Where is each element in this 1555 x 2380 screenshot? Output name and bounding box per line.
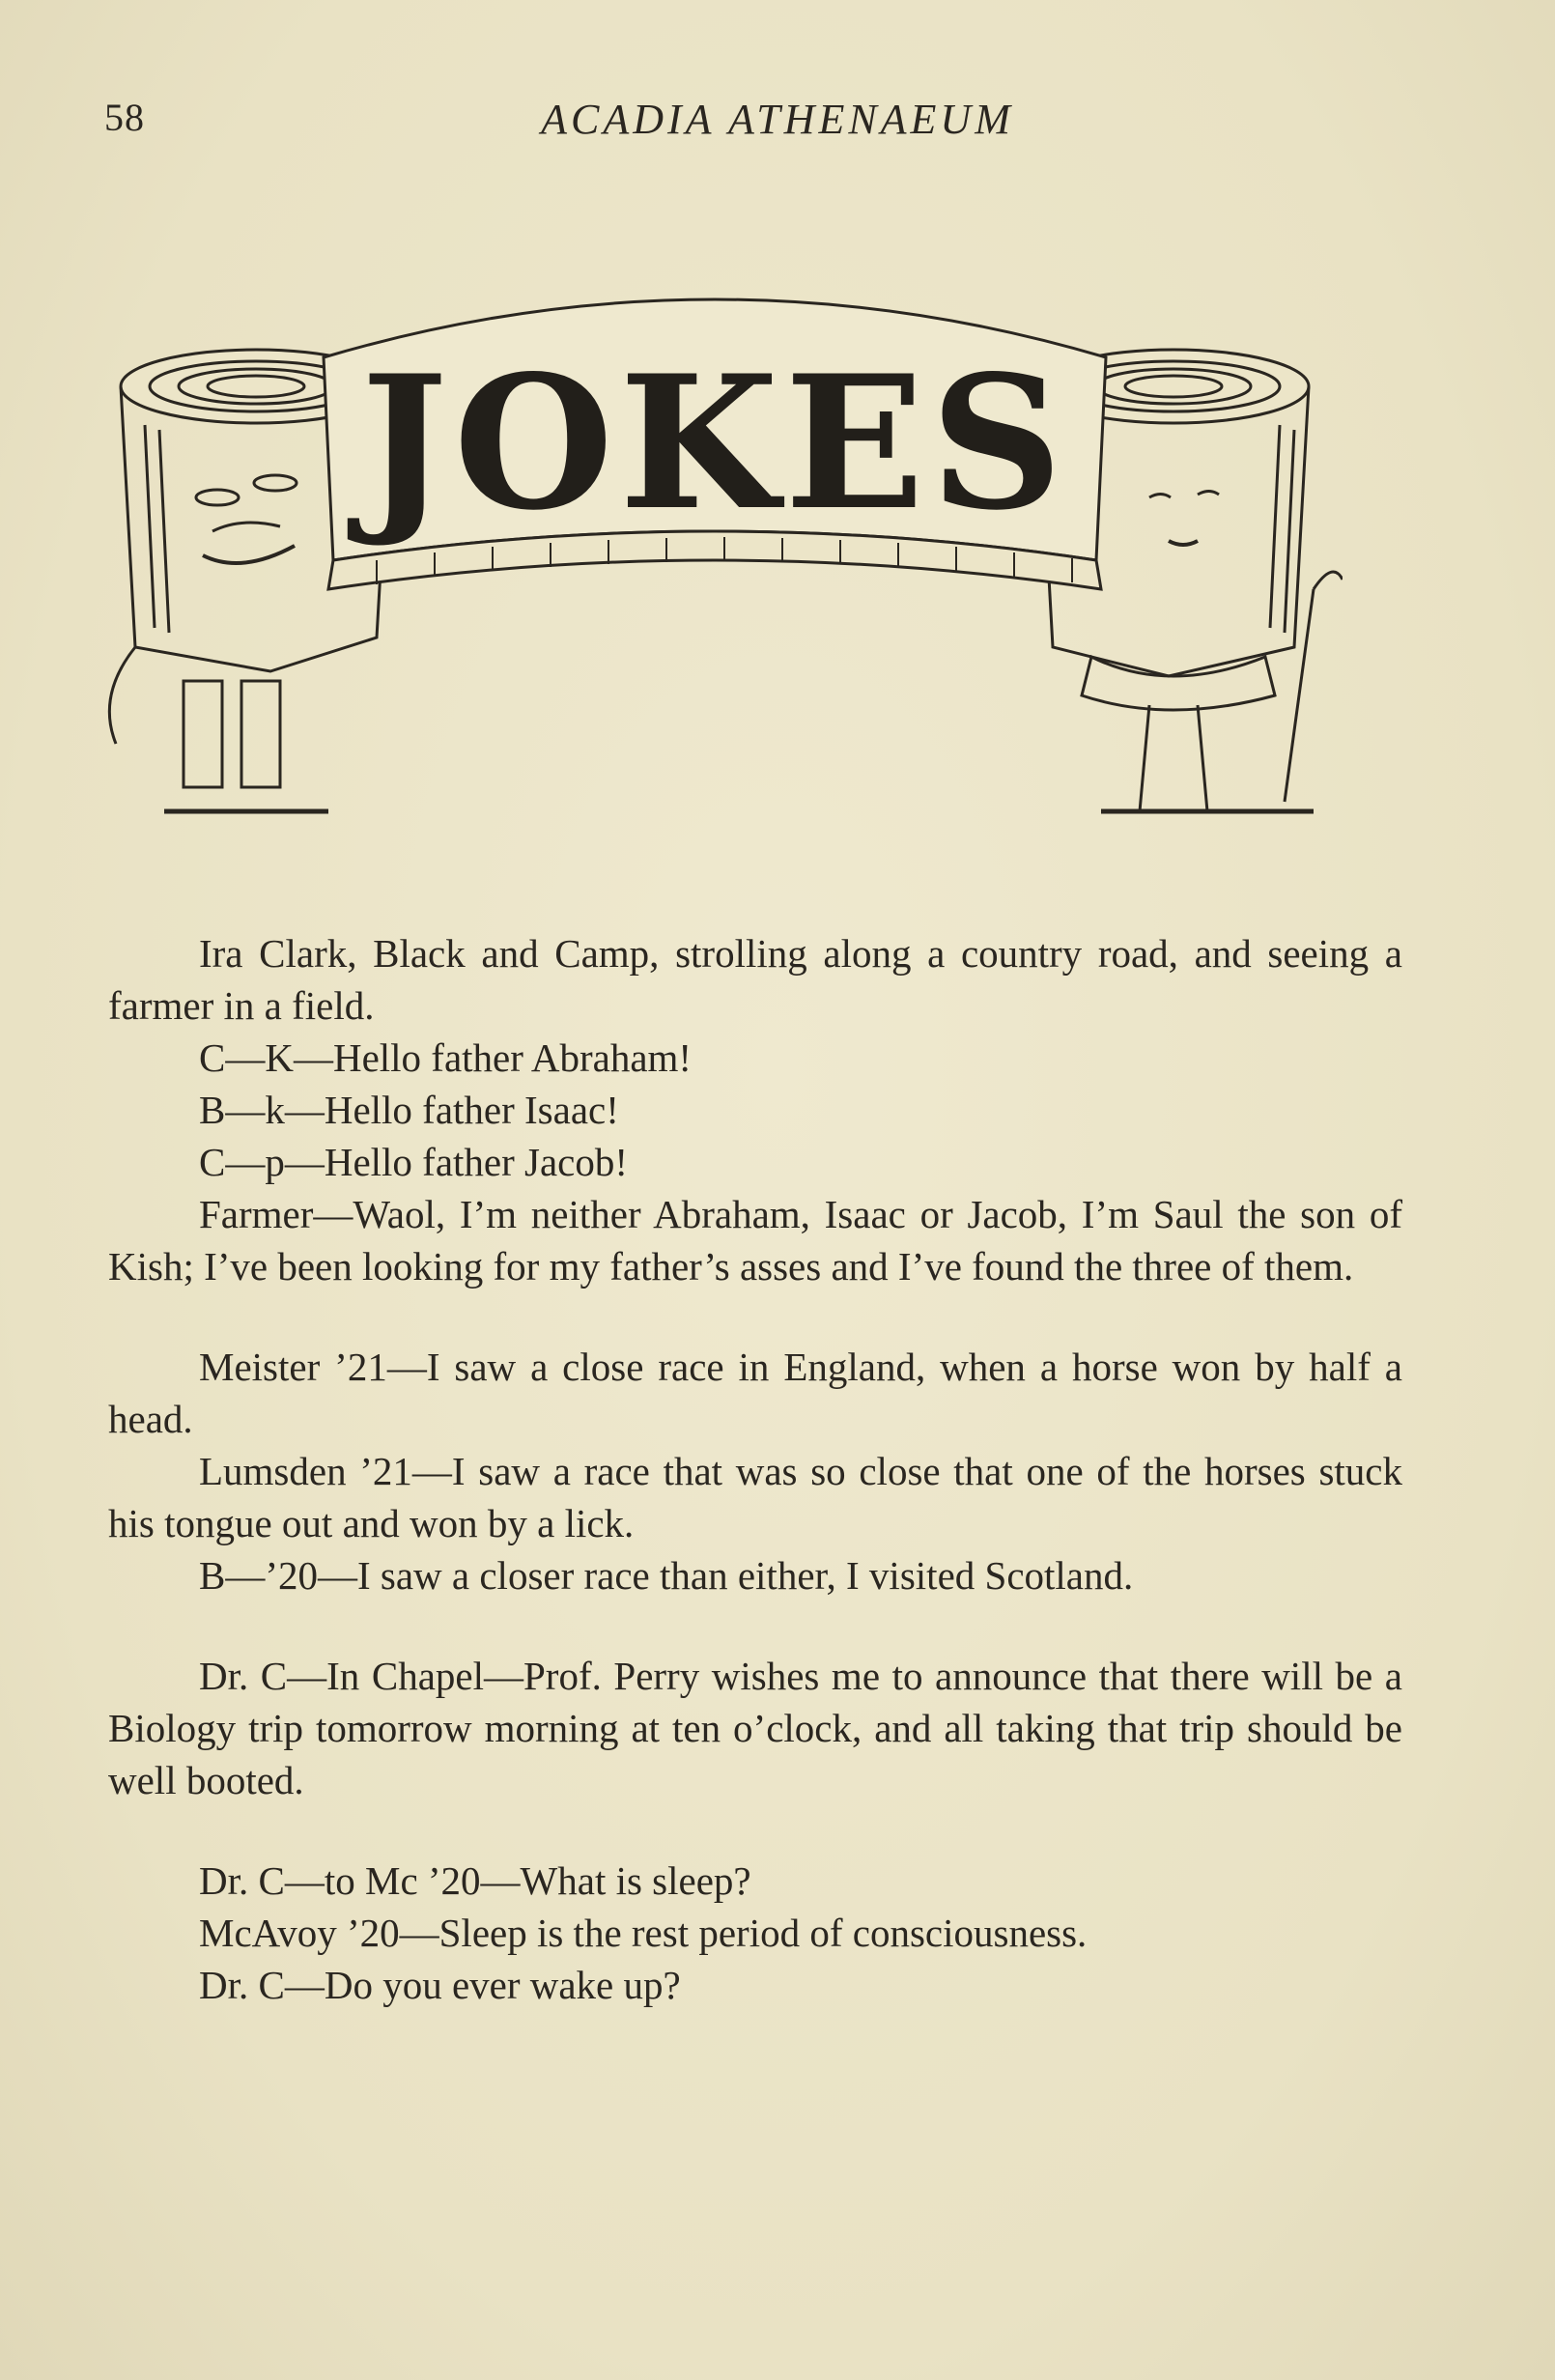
paragraph: Dr. C—In Chapel—Prof. Perry wishes me to announce that there will be a Biology trip tomorrow morning at ten o’clock, and all taking that trip should be well booted. — [108, 1654, 1402, 1802]
jokes-banner-illustration — [87, 241, 1343, 860]
paragraph: Dr. C—to Mc ’20—What is sleep? — [199, 1858, 751, 1903]
journal-title: ACADIA ATHENAEUM — [541, 96, 1014, 143]
running-head — [0, 95, 1555, 153]
joke-4 — [108, 1855, 1402, 2011]
joke-1 — [108, 927, 1402, 1292]
paragraph: Farmer—Waol, I’m neither Abraham, Isaac or Jacob, I’m Saul the son of Kish; I’ve been looking for my father’s asses and I’ve found the three of them. — [108, 1192, 1402, 1289]
paragraph: Dr. C—Do you ever wake up? — [199, 1963, 681, 2007]
page-number: 58 — [104, 96, 145, 139]
joke-3 — [108, 1650, 1402, 1806]
paragraph: Ira Clark, Black and Camp, strolling along a country road, and seeing a farmer in a field. — [108, 931, 1402, 1028]
paragraph: Meister ’21—I saw a close race in England, when a horse won by half a head. — [108, 1345, 1402, 1441]
paragraph: B—k—Hello father Isaac! — [199, 1088, 619, 1132]
paragraph: C—K—Hello father Abraham! — [199, 1035, 693, 1080]
paragraph: C—p—Hello father Jacob! — [199, 1140, 629, 1184]
paragraph: B—’20—I saw a closer race than either, I visited Scotland. — [199, 1553, 1134, 1598]
joke-2 — [108, 1341, 1402, 1601]
paragraph: Lumsden ’21—I saw a race that was so close that one of the horses stuck his tongue out and won by a lick. — [108, 1449, 1402, 1545]
banner-word: JOKES — [360, 335, 1069, 551]
jokes-content — [108, 927, 1402, 2050]
paragraph: McAvoy ’20—Sleep is the rest period of consciousness. — [199, 1911, 1088, 1955]
